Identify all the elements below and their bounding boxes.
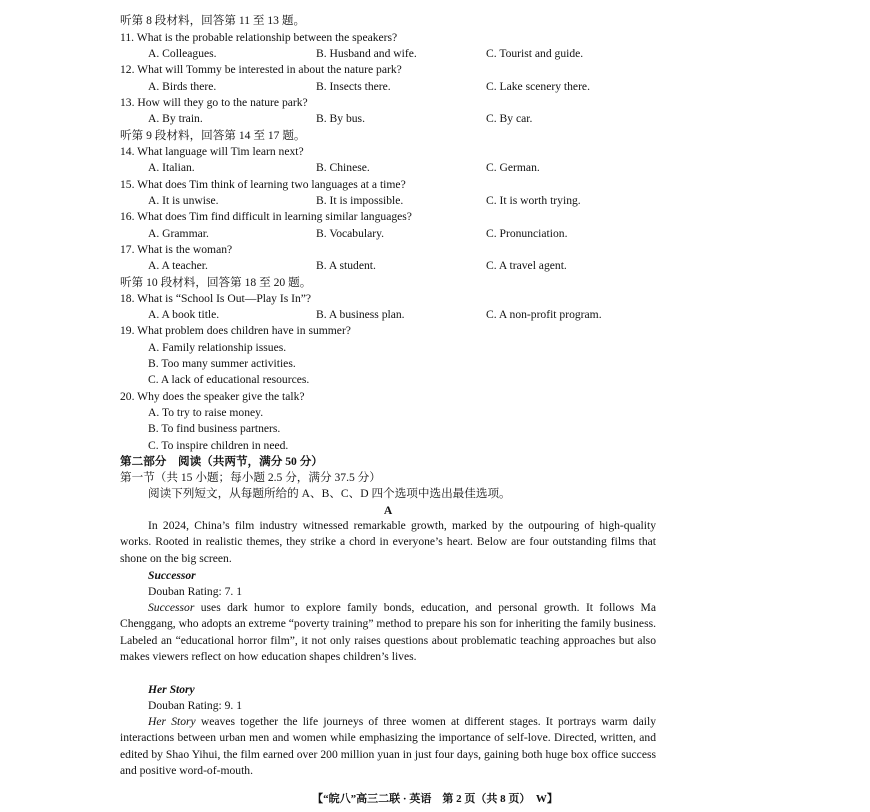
- q16-option-c: C. Pronunciation.: [486, 227, 568, 240]
- q13-option-b: B. By bus.: [316, 112, 365, 125]
- q19-option-c: C. A lack of educational resources.: [148, 373, 310, 386]
- q11-option-c: C. Tourist and guide.: [486, 47, 584, 60]
- q14-option-a: A. Italian.: [148, 161, 195, 174]
- passage-intro-text: In 2024, China’s film industry witnessed remarkable growth, marked by the outpouring of high-quality works. Rooted in realistic themes, they strike a chord in everyone’s heart. Below are four outstanding films that shone on the big screen.: [120, 519, 656, 565]
- section10-intro: 听第 10 段材料，回答第 18 至 20 题。: [120, 276, 312, 289]
- film1-description-text: uses dark humor to explore family bonds, education, and personal growth. It follows Ma Chenggang, who adopts an extreme “poverty training” method to prepare his son for inheriting the family business. Labeled an “educational horror film”, it not only raises questions about problematic teaching approaches but also makes viewers reflect on how education shapes children’s lives.: [120, 601, 656, 663]
- q16-option-b: B. Vocabulary.: [316, 227, 385, 240]
- part2-heading: 第二部分 阅读（共两节，满分 50 分）: [120, 455, 323, 468]
- q11-stem: 11. What is the probable relationship between the speakers?: [120, 31, 398, 44]
- q12-option-c: C. Lake scenery there.: [486, 80, 590, 93]
- q16-stem: 16. What does Tim find difficult in learning similar languages?: [120, 210, 412, 223]
- q15-option-a: A. It is unwise.: [148, 194, 219, 207]
- q18-option-a: A. A book title.: [148, 308, 220, 321]
- q15-option-b: B. It is impossible.: [316, 194, 404, 207]
- q18-option-c: C. A non-profit program.: [486, 308, 602, 321]
- q13-stem: 13. How will they go to the nature park?: [120, 96, 308, 109]
- q13-option-c: C. By car.: [486, 112, 533, 125]
- film1-title: Successor: [148, 569, 196, 582]
- reading-instruction: 阅读下列短文，从每题所给的 A、B、C、D 四个选项中选出最佳选项。: [148, 487, 511, 500]
- q15-option-c: C. It is worth trying.: [486, 194, 581, 207]
- q18-option-b: B. A business plan.: [316, 308, 405, 321]
- film2-title: Her Story: [148, 683, 195, 696]
- passage-letter: A: [383, 504, 393, 517]
- film2-description-text: weaves together the life journeys of three women at different stages. It portrays warm daily interactions between urban men and women while emphasizing the importance of self-love. Directed, written, and edited by Shao Yihui, the film earned over 200 million yuan in just four days, gaining both huge box office success and positive word-of-mouth.: [120, 715, 656, 777]
- q14-option-c: C. German.: [486, 161, 540, 174]
- film2-inline-title: Her Story: [148, 715, 196, 728]
- q17-option-b: B. A student.: [316, 259, 376, 272]
- q19-option-b: B. Too many summer activities.: [148, 357, 296, 370]
- q12-option-b: B. Insects there.: [316, 80, 391, 93]
- film1-description: [120, 600, 656, 665]
- q13-option-a: A. By train.: [148, 112, 203, 125]
- film2-rating: Douban Rating: 9. 1: [148, 699, 243, 712]
- q20-option-a: A. To try to raise money.: [148, 406, 264, 419]
- q15-stem: 15. What does Tim think of learning two languages at a time?: [120, 178, 406, 191]
- q14-stem: 14. What language will Tim learn next?: [120, 145, 304, 158]
- q20-option-b: B. To find business partners.: [148, 422, 281, 435]
- film2-description: [120, 714, 656, 779]
- section1-heading: 第一节（共 15 小题；每小题 2.5 分，满分 37.5 分）: [120, 471, 381, 484]
- q16-option-a: A. Grammar.: [148, 227, 209, 240]
- q20-stem: 20. Why does the speaker give the talk?: [120, 390, 305, 403]
- q11-option-a: A. Colleagues.: [148, 47, 217, 60]
- q17-option-a: A. A teacher.: [148, 259, 208, 272]
- q20-option-c: C. To inspire children in need.: [148, 439, 289, 452]
- q19-stem: 19. What problem does children have in summer?: [120, 324, 351, 337]
- q17-stem: 17. What is the woman?: [120, 243, 233, 256]
- q14-option-b: B. Chinese.: [316, 161, 370, 174]
- q11-option-b: B. Husband and wife.: [316, 47, 417, 60]
- section8-intro: 听第 8 段材料，回答第 11 至 13 题。: [120, 14, 306, 27]
- q12-option-a: A. Birds there.: [148, 80, 217, 93]
- passage-intro-paragraph: [120, 518, 656, 567]
- q12-stem: 12. What will Tommy be interested in about the nature park?: [120, 63, 402, 76]
- q17-option-c: C. A travel agent.: [486, 259, 567, 272]
- q19-option-a: A. Family relationship issues.: [148, 341, 287, 354]
- section9-intro: 听第 9 段材料，回答第 14 至 17 题。: [120, 129, 306, 142]
- film1-inline-title: Successor: [148, 601, 195, 614]
- film1-rating: Douban Rating: 7. 1: [148, 585, 243, 598]
- q18-stem: 18. What is “School Is Out—Play Is In”?: [120, 292, 312, 305]
- page-footer: 【“皖八”高三二联 · 英语 第 2 页（共 8 页） W】: [312, 793, 558, 805]
